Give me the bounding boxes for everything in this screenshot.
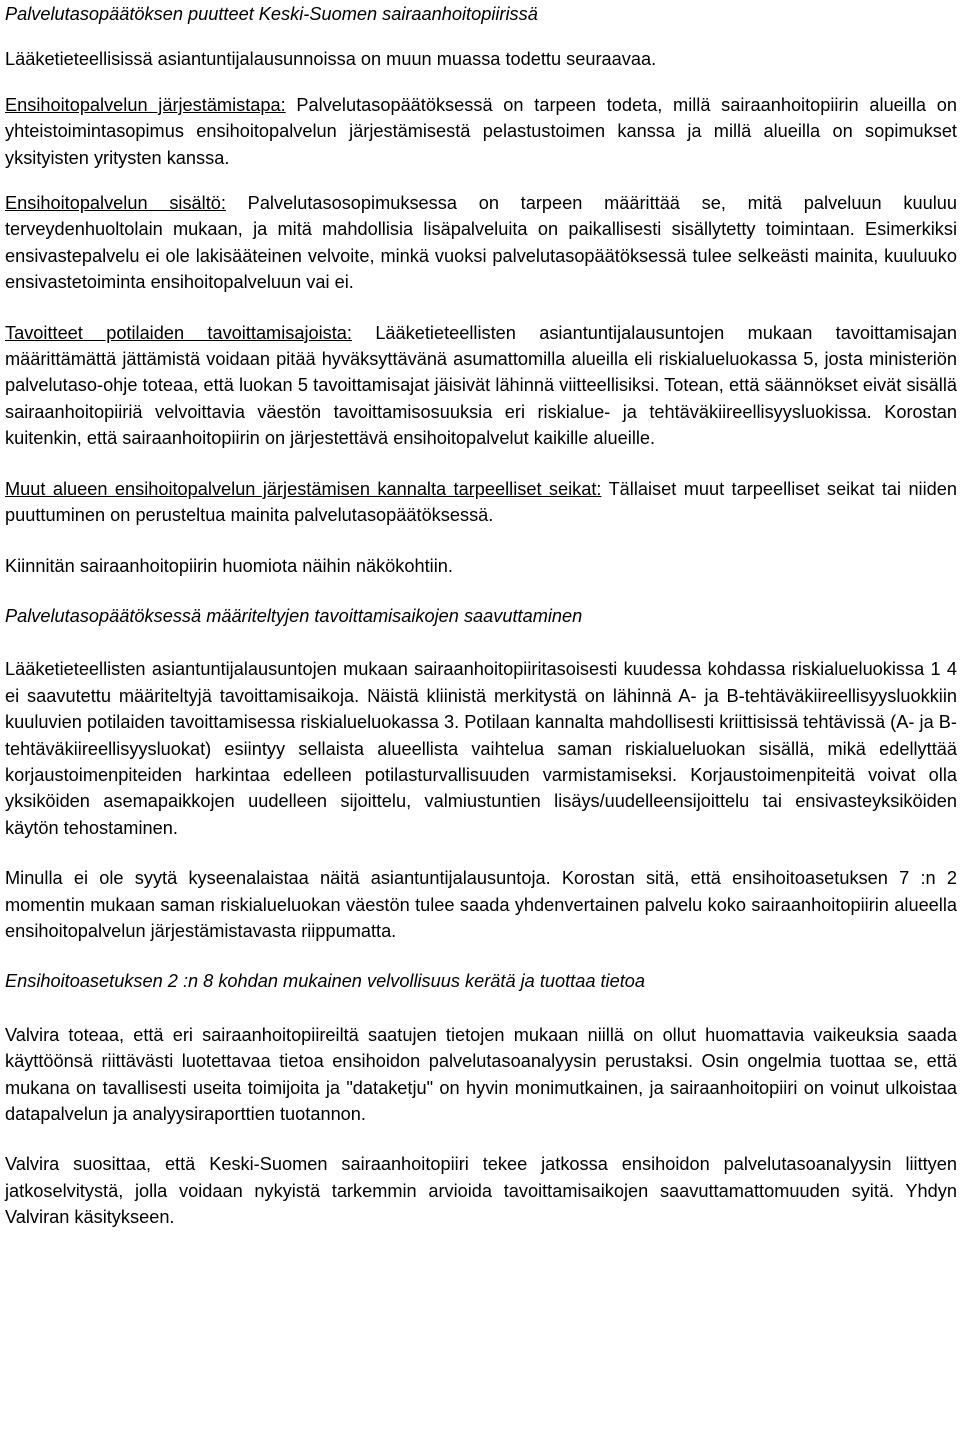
paragraph-label: Ensihoitopalvelun järjestämistapa: <box>5 94 286 115</box>
paragraph-label: Muut alueen ensihoitopalvelun järjestämisen kannalta tarpeelliset seikat: <box>5 478 602 499</box>
paragraph-text: Palvelutasopäätöksessä on tarpeen todeta, millä sairaanhoitopiirin alueilla on yhteistoimintasopimus ensihoitopalvelun järjestämisestä pelastustoimen kanssa ja millä alueilla on sopimukset yksityisten yritysten kanssa. <box>5 94 958 168</box>
section-heading-obligation: Ensihoitoasetuksen 2 :n 8 kohdan mukainen velvollisuus kerätä ja tuottaa tietoa <box>5 971 645 992</box>
paragraph-arrangement <box>5 92 957 171</box>
section-heading-achievement: Palvelutasopäätöksessä määriteltyjen tavoittamisaikojen saavuttaminen <box>5 605 583 626</box>
paragraph-label: Ensihoitopalvelun sisältö: <box>5 193 226 214</box>
paragraph-text: Tällaiset muut tarpeelliset seikat tai niiden puuttuminen on perusteltua mainita palvelutasopäätöksessä. <box>5 478 957 526</box>
paragraph-attention: Kiinnitän sairaanhoitopiirin huomiota näihin näkökohtiin. <box>5 555 453 576</box>
paragraph-no-reason: Minulla ei ole syytä kyseenalaistaa näitä asiantuntijalausuntoja. Korostan sitä, että ensihoitoasetuksen 7 :n 2 momentin mukaan saman riskialueluokan väestön tulee saada yhdenvertainen palvelu koko sairaanhoitopiirin alueella ensihoitopalvelun järjestämistavasta riippumatta. <box>5 868 957 941</box>
paragraph-valvira-recommends: Valvira suosittaa, että Keski-Suomen sairaanhoitopiiri tekee jatkossa ensihoidon palvelutasoanalyysin liittyen jatkoselvitystä, jolla voidaan nykyistä tarkemmin arvioida tavoittamisaikojen saavuttamattomuuden syitä. Yhdyn Valviran käsitykseen. <box>5 1154 957 1228</box>
paragraph-label: Tavoitteet potilaiden tavoittamisajoista: <box>5 322 352 343</box>
intro-paragraph: Lääketieteellisissä asiantuntijalausunnoissa on muun muassa todettu seuraavaa. <box>5 49 657 70</box>
paragraph-text: Lääketieteellisten asiantuntijalausuntojen mukaan tavoittamisajan määrittämättä jättämistä voidaan pitää hyväksyttävänä asumattomilla alueilla eli riskialueluokassa 5, josta ministeriön palvelutaso-ohje toteaa, että luokan 5 tavoittamisajat jäisivät lähinnä viitteellisiksi. Totean, että säännökset eivät sisällä sairaanhoitopiiriä velvoittavia väestön tavoittamisosuuksia eri riskialue- ja tehtäväkiireellisyysluokissa. Korostan kuitenkin, että sairaanhoitopiirin on järjestettävä ensihoitopalvelut kaikille alueille. <box>5 322 957 449</box>
section-heading-shortcomings: Palvelutasopäätöksen puutteet Keski-Suomen sairaanhoitopiirissä <box>5 4 538 24</box>
paragraph-valvira-notes: Valvira toteaa, että eri sairaanhoitopiireiltä saatujen tietojen mukaan niillä on ollut huomattavia vaikeuksia saada käyttöönsä riittävästi luotettavaa tietoa ensihoidon palvelutasoanalyysin perustaksi. Osin ongelmia tuottaa se, että mukana on tavallisesti useita toimijoita ja "dataketju" on hyvin monimutkainen, ja sairaanhoitopiiri on voinut ulkoistaa datapalvelun ja analyysiraporttien tuotannon. <box>5 1024 957 1124</box>
document-page <box>5 0 957 1231</box>
paragraph-other-matters <box>5 476 957 529</box>
paragraph-content <box>5 190 957 296</box>
paragraph-expert-statements: Lääketieteellisten asiantuntijalausuntojen mukaan sairaanhoitopiiritasoisesti kuudessa kohdassa riskialueluokissa 1 4 ei saavutettu määriteltyjä tavoittamisaikoja. Näistä kliinistä merkitystä on lähinnä A- ja B-tehtäväkiireellisyysluokkiin kuuluvien potilaiden tavoittamisessa riskialueluokassa 3. Potilaan kannalta mahdollisesti kriittisissä tehtävissä (A- ja B-tehtäväkiireellisyysluokat) esiintyy sellaista alueellista vaihtelua saman riskialueluokan sisällä, mikä edellyttää korjaustoimenpiteiden harkintaa edelleen potilasturvallisuuden varmistamiseksi. Korjaustoimenpiteitä voivat olla yksiköiden asemapaikkojen uudelleen sijoittelu, valmiustuntien lisäys/uudelleensijoittelu tai ensivasteyksiköiden käytön tehostaminen. <box>5 659 957 838</box>
paragraph-response-targets <box>5 320 957 452</box>
paragraph-text: Palvelutasosopimuksessa on tarpeen määrittää se, mitä palveluun kuuluu terveydenhuoltolain mukaan, ja mitä mahdollisia lisäpalveluita on paikallisesti sisällytetty toimintaan. Esimerkiksi ensivastepalvelu ei ole lakisääteinen velvoite, minkä vuoksi palvelutasopäätöksessä tulee selkeästi mainita, kuuluuko ensivastetoiminta ensihoitopalveluun vai ei. <box>5 193 958 293</box>
